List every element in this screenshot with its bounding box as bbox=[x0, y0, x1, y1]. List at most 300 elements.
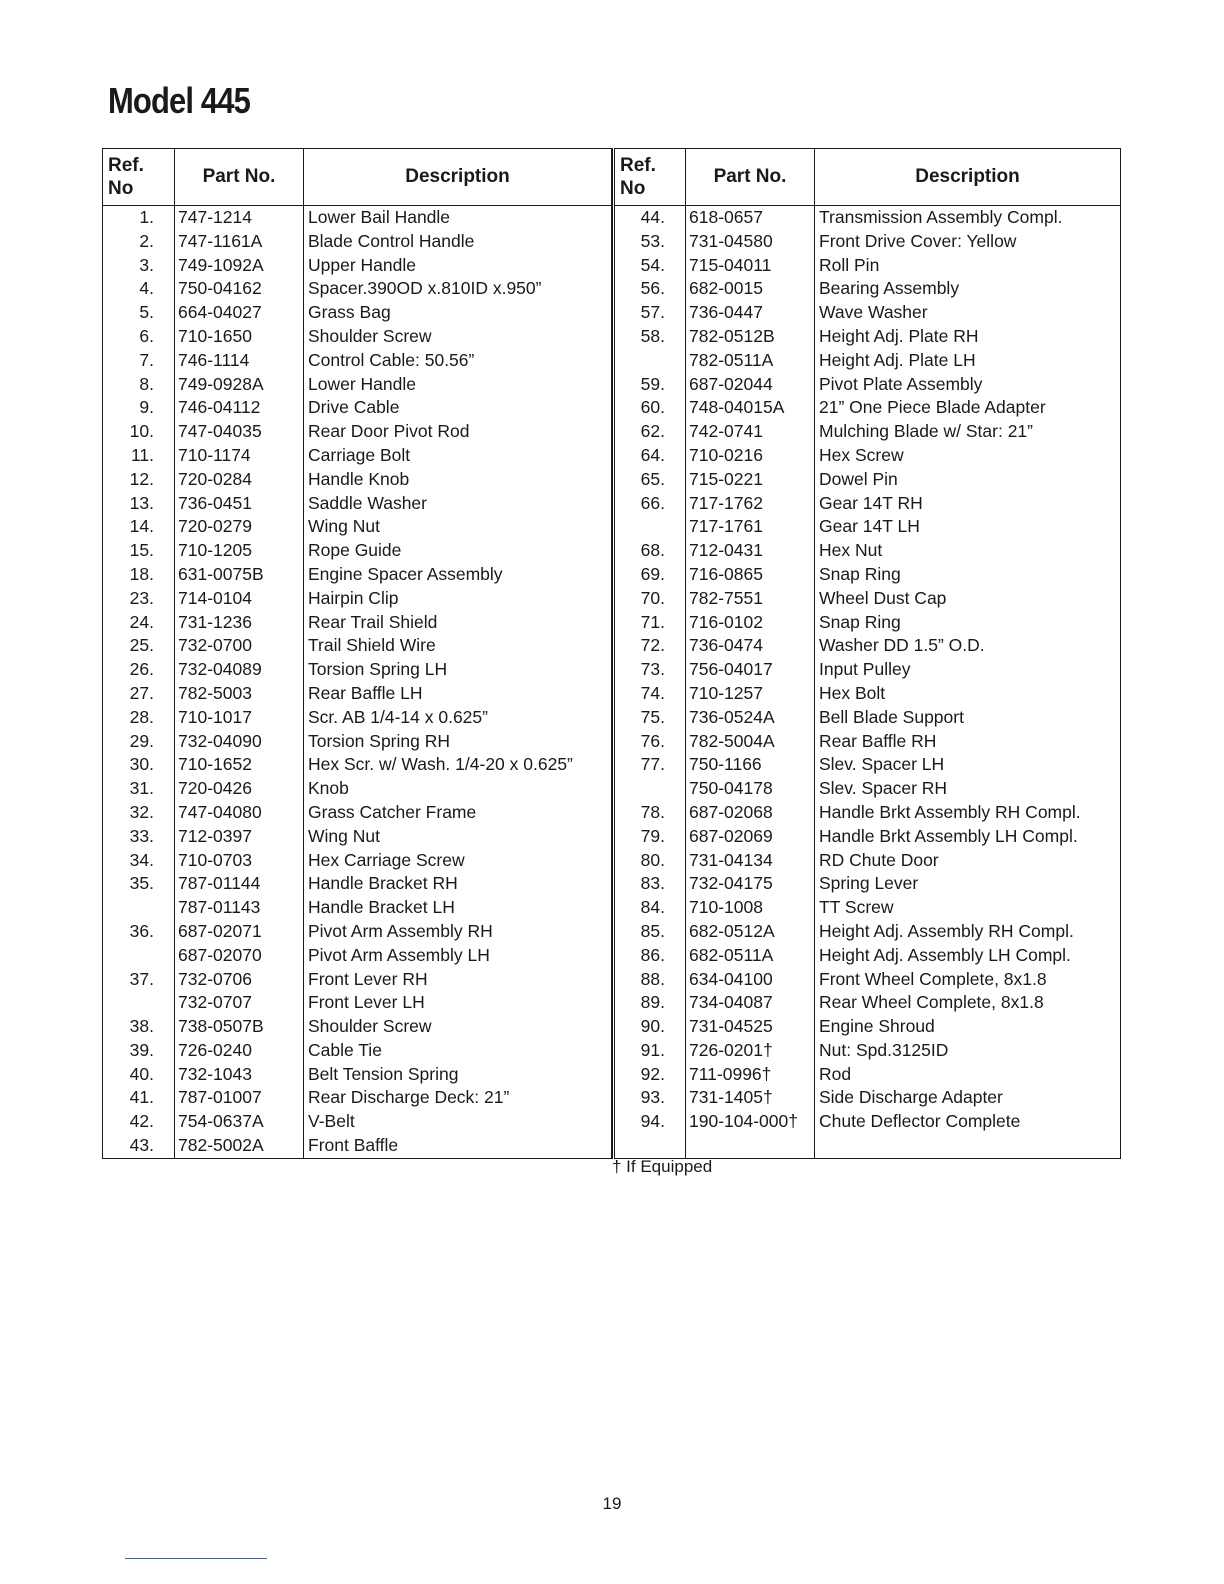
table-row bbox=[103, 753, 612, 777]
part-number-cell: 715-04011 bbox=[686, 254, 815, 278]
part-number-cell: 720-0426 bbox=[175, 777, 304, 801]
ref-cell: 85. bbox=[614, 920, 686, 944]
table-row bbox=[103, 563, 612, 587]
ref-cell: 68. bbox=[614, 539, 686, 563]
table-row bbox=[614, 468, 1121, 492]
part-number-cell: 736-0447 bbox=[686, 301, 815, 325]
part-number-cell bbox=[686, 1134, 815, 1158]
table-row bbox=[103, 206, 612, 230]
part-number-cell: 746-1114 bbox=[175, 349, 304, 373]
bottom-rule bbox=[125, 1558, 267, 1559]
table-row bbox=[614, 1134, 1121, 1158]
table-row bbox=[103, 968, 612, 992]
table-row bbox=[614, 515, 1121, 539]
table-row bbox=[103, 777, 612, 801]
ref-cell: 83. bbox=[614, 872, 686, 896]
part-number-cell: 710-1017 bbox=[175, 706, 304, 730]
part-number-cell: 682-0512A bbox=[686, 920, 815, 944]
description-column-header: Description bbox=[304, 149, 612, 206]
part-number-cell: 782-7551 bbox=[686, 587, 815, 611]
table-row bbox=[103, 730, 612, 754]
ref-cell: 53. bbox=[614, 230, 686, 254]
part-number-cell: 682-0511A bbox=[686, 944, 815, 968]
ref-cell: 25. bbox=[103, 634, 175, 658]
description-cell: Pivot Arm Assembly RH bbox=[304, 920, 612, 944]
table-row bbox=[103, 1110, 612, 1134]
description-cell: Carriage Bolt bbox=[304, 444, 612, 468]
description-cell: Rear Wheel Complete, 8x1.8 bbox=[815, 991, 1121, 1015]
description-cell: Handle Bracket LH bbox=[304, 896, 612, 920]
part-column-header: Part No. bbox=[175, 149, 304, 206]
ref-cell: 78. bbox=[614, 801, 686, 825]
part-number-cell: 631-0075B bbox=[175, 563, 304, 587]
table-row bbox=[614, 230, 1121, 254]
description-cell: Hairpin Clip bbox=[304, 587, 612, 611]
description-cell: Torsion Spring LH bbox=[304, 658, 612, 682]
part-number-cell: 750-04162 bbox=[175, 277, 304, 301]
part-number-cell: 618-0657 bbox=[686, 206, 815, 230]
ref-cell: 92. bbox=[614, 1063, 686, 1087]
part-number-cell: 787-01007 bbox=[175, 1086, 304, 1110]
description-cell: Snap Ring bbox=[815, 563, 1121, 587]
ref-cell: 94. bbox=[614, 1110, 686, 1134]
ref-cell: 39. bbox=[103, 1039, 175, 1063]
description-cell: Grass Catcher Frame bbox=[304, 801, 612, 825]
description-cell: Blade Control Handle bbox=[304, 230, 612, 254]
ref-cell: 64. bbox=[614, 444, 686, 468]
table-row bbox=[103, 420, 612, 444]
ref-cell: 43. bbox=[103, 1134, 175, 1158]
ref-cell: 54. bbox=[614, 254, 686, 278]
description-cell: Transmission Assembly Compl. bbox=[815, 206, 1121, 230]
description-cell: Gear 14T LH bbox=[815, 515, 1121, 539]
description-cell: Bearing Assembly bbox=[815, 277, 1121, 301]
ref-cell: 79. bbox=[614, 825, 686, 849]
ref-cell bbox=[614, 777, 686, 801]
ref-cell: 91. bbox=[614, 1039, 686, 1063]
description-cell: Front Lever LH bbox=[304, 991, 612, 1015]
description-cell: Mulching Blade w/ Star: 21” bbox=[815, 420, 1121, 444]
description-cell: Handle Bracket RH bbox=[304, 872, 612, 896]
part-number-cell: 710-1652 bbox=[175, 753, 304, 777]
description-cell: Side Discharge Adapter bbox=[815, 1086, 1121, 1110]
table-row bbox=[103, 1134, 612, 1158]
ref-cell: 75. bbox=[614, 706, 686, 730]
ref-cell: 37. bbox=[103, 968, 175, 992]
description-cell: Spring Lever bbox=[815, 872, 1121, 896]
part-number-cell: 734-04087 bbox=[686, 991, 815, 1015]
part-number-cell: 717-1761 bbox=[686, 515, 815, 539]
table-row bbox=[614, 777, 1121, 801]
ref-cell: 35. bbox=[103, 872, 175, 896]
description-cell: Hex Screw bbox=[815, 444, 1121, 468]
table-header-row bbox=[103, 149, 612, 206]
ref-cell: 9. bbox=[103, 396, 175, 420]
ref-cell: 59. bbox=[614, 373, 686, 397]
ref-cell: 4. bbox=[103, 277, 175, 301]
table-row bbox=[103, 468, 612, 492]
part-number-cell: 750-1166 bbox=[686, 753, 815, 777]
description-cell: Chute Deflector Complete bbox=[815, 1110, 1121, 1134]
ref-cell: 1. bbox=[103, 206, 175, 230]
table-row bbox=[614, 539, 1121, 563]
table-row bbox=[614, 1039, 1121, 1063]
table-row bbox=[614, 301, 1121, 325]
part-number-cell: 736-0524A bbox=[686, 706, 815, 730]
ref-cell: 3. bbox=[103, 254, 175, 278]
description-cell: Height Adj. Plate LH bbox=[815, 349, 1121, 373]
part-number-cell: 782-0511A bbox=[686, 349, 815, 373]
part-number-cell: 748-04015A bbox=[686, 396, 815, 420]
table-row bbox=[614, 277, 1121, 301]
part-number-cell: 746-04112 bbox=[175, 396, 304, 420]
table-header-row bbox=[614, 149, 1121, 206]
description-cell: Scr. AB 1/4-14 x 0.625” bbox=[304, 706, 612, 730]
description-cell bbox=[815, 1134, 1121, 1158]
table-row bbox=[103, 373, 612, 397]
footnote: † If Equipped bbox=[612, 1157, 713, 1176]
part-number-cell: 782-5002A bbox=[175, 1134, 304, 1158]
table-row bbox=[614, 420, 1121, 444]
description-cell: Wheel Dust Cap bbox=[815, 587, 1121, 611]
ref-cell: 28. bbox=[103, 706, 175, 730]
description-cell: Hex Scr. w/ Wash. 1/4-20 x 0.625” bbox=[304, 753, 612, 777]
ref-cell: 71. bbox=[614, 611, 686, 635]
part-number-cell: 749-1092A bbox=[175, 254, 304, 278]
ref-cell: 84. bbox=[614, 896, 686, 920]
description-cell: Washer DD 1.5” O.D. bbox=[815, 634, 1121, 658]
table-row bbox=[103, 277, 612, 301]
part-number-cell: 787-01144 bbox=[175, 872, 304, 896]
description-cell: Slev. Spacer LH bbox=[815, 753, 1121, 777]
ref-cell: 7. bbox=[103, 349, 175, 373]
ref-cell: 65. bbox=[614, 468, 686, 492]
ref-cell: 18. bbox=[103, 563, 175, 587]
description-cell: Wing Nut bbox=[304, 825, 612, 849]
ref-cell: 14. bbox=[103, 515, 175, 539]
part-number-cell: 749-0928A bbox=[175, 373, 304, 397]
ref-cell: 72. bbox=[614, 634, 686, 658]
ref-cell: 60. bbox=[614, 396, 686, 420]
description-cell: Pivot Arm Assembly LH bbox=[304, 944, 612, 968]
description-cell: Front Wheel Complete, 8x1.8 bbox=[815, 968, 1121, 992]
description-cell: TT Screw bbox=[815, 896, 1121, 920]
part-number-cell: 682-0015 bbox=[686, 277, 815, 301]
table-row bbox=[614, 1063, 1121, 1087]
description-cell: Rear Baffle RH bbox=[815, 730, 1121, 754]
part-number-cell: 710-0216 bbox=[686, 444, 815, 468]
description-cell: Drive Cable bbox=[304, 396, 612, 420]
description-cell: Belt Tension Spring bbox=[304, 1063, 612, 1087]
table-row bbox=[614, 444, 1121, 468]
ref-cell: 13. bbox=[103, 492, 175, 516]
description-cell: Shoulder Screw bbox=[304, 1015, 612, 1039]
page-title: Model 445 bbox=[108, 80, 250, 121]
description-cell: Rear Baffle LH bbox=[304, 682, 612, 706]
table-row bbox=[103, 896, 612, 920]
description-cell: Rear Discharge Deck: 21” bbox=[304, 1086, 612, 1110]
description-cell: Roll Pin bbox=[815, 254, 1121, 278]
description-cell: V-Belt bbox=[304, 1110, 612, 1134]
part-number-cell: 731-1405† bbox=[686, 1086, 815, 1110]
description-cell: Saddle Washer bbox=[304, 492, 612, 516]
table-row bbox=[103, 658, 612, 682]
page-number: 19 bbox=[602, 1494, 622, 1513]
part-number-cell: 717-1762 bbox=[686, 492, 815, 516]
ref-cell: 89. bbox=[614, 991, 686, 1015]
ref-cell bbox=[614, 1134, 686, 1158]
part-number-cell: 731-04525 bbox=[686, 1015, 815, 1039]
ref-cell: 74. bbox=[614, 682, 686, 706]
table-row bbox=[614, 349, 1121, 373]
table-row bbox=[614, 920, 1121, 944]
table-row bbox=[614, 373, 1121, 397]
description-cell: Height Adj. Assembly RH Compl. bbox=[815, 920, 1121, 944]
table-row bbox=[614, 325, 1121, 349]
part-number-cell: 715-0221 bbox=[686, 468, 815, 492]
description-cell: Hex Carriage Screw bbox=[304, 849, 612, 873]
table-row bbox=[103, 634, 612, 658]
ref-cell: 27. bbox=[103, 682, 175, 706]
ref-cell: 6. bbox=[103, 325, 175, 349]
part-number-cell: 747-1161A bbox=[175, 230, 304, 254]
description-cell: Gear 14T RH bbox=[815, 492, 1121, 516]
part-number-cell: 711-0996† bbox=[686, 1063, 815, 1087]
table-row bbox=[103, 325, 612, 349]
table-row bbox=[103, 230, 612, 254]
table-row bbox=[614, 849, 1121, 873]
parts-table-left bbox=[102, 148, 612, 1159]
table-row bbox=[614, 206, 1121, 230]
description-cell: Front Lever RH bbox=[304, 968, 612, 992]
description-cell: Snap Ring bbox=[815, 611, 1121, 635]
part-column-header: Part No. bbox=[686, 149, 815, 206]
table-row bbox=[103, 1086, 612, 1110]
table-row bbox=[103, 492, 612, 516]
part-number-cell: 687-02069 bbox=[686, 825, 815, 849]
table-row bbox=[614, 658, 1121, 682]
ref-cell: 29. bbox=[103, 730, 175, 754]
table-row bbox=[103, 920, 612, 944]
ref-column-header: Ref. No bbox=[614, 149, 686, 206]
ref-cell: 15. bbox=[103, 539, 175, 563]
table-row bbox=[614, 944, 1121, 968]
parts-list bbox=[102, 148, 1121, 1159]
table-row bbox=[103, 1015, 612, 1039]
ref-cell bbox=[103, 944, 175, 968]
description-cell: Height Adj. Assembly LH Compl. bbox=[815, 944, 1121, 968]
part-number-cell: 732-04090 bbox=[175, 730, 304, 754]
ref-cell: 26. bbox=[103, 658, 175, 682]
ref-cell: 40. bbox=[103, 1063, 175, 1087]
part-number-cell: 687-02044 bbox=[686, 373, 815, 397]
table-row bbox=[614, 825, 1121, 849]
part-number-cell: 732-04175 bbox=[686, 872, 815, 896]
table-row bbox=[614, 706, 1121, 730]
description-cell: Rope Guide bbox=[304, 539, 612, 563]
description-cell: Hex Bolt bbox=[815, 682, 1121, 706]
part-number-cell: 732-0700 bbox=[175, 634, 304, 658]
part-number-cell: 754-0637A bbox=[175, 1110, 304, 1134]
part-number-cell: 756-04017 bbox=[686, 658, 815, 682]
description-cell: RD Chute Door bbox=[815, 849, 1121, 873]
part-number-cell: 732-04089 bbox=[175, 658, 304, 682]
table-row bbox=[103, 872, 612, 896]
description-cell: Hex Nut bbox=[815, 539, 1121, 563]
ref-cell bbox=[103, 991, 175, 1015]
ref-cell: 24. bbox=[103, 611, 175, 635]
description-cell: Engine Shroud bbox=[815, 1015, 1121, 1039]
ref-cell: 76. bbox=[614, 730, 686, 754]
part-number-cell: 190-104-000† bbox=[686, 1110, 815, 1134]
ref-cell: 41. bbox=[103, 1086, 175, 1110]
part-number-cell: 787-01143 bbox=[175, 896, 304, 920]
description-cell: Input Pulley bbox=[815, 658, 1121, 682]
ref-cell: 56. bbox=[614, 277, 686, 301]
part-number-cell: 720-0279 bbox=[175, 515, 304, 539]
description-cell: Rear Trail Shield bbox=[304, 611, 612, 635]
description-cell: Knob bbox=[304, 777, 612, 801]
description-cell: Upper Handle bbox=[304, 254, 612, 278]
description-cell: 21” One Piece Blade Adapter bbox=[815, 396, 1121, 420]
part-number-cell: 687-02068 bbox=[686, 801, 815, 825]
part-number-cell: 731-04134 bbox=[686, 849, 815, 873]
table-row bbox=[103, 349, 612, 373]
description-cell: Front Baffle bbox=[304, 1134, 612, 1158]
ref-cell: 57. bbox=[614, 301, 686, 325]
part-number-cell: 736-0474 bbox=[686, 634, 815, 658]
ref-cell: 70. bbox=[614, 587, 686, 611]
description-cell: Engine Spacer Assembly bbox=[304, 563, 612, 587]
description-cell: Wave Washer bbox=[815, 301, 1121, 325]
ref-cell bbox=[614, 349, 686, 373]
ref-cell: 69. bbox=[614, 563, 686, 587]
ref-cell: 80. bbox=[614, 849, 686, 873]
table-row bbox=[103, 611, 612, 635]
part-number-cell: 726-0201† bbox=[686, 1039, 815, 1063]
description-cell: Dowel Pin bbox=[815, 468, 1121, 492]
description-cell: Handle Brkt Assembly RH Compl. bbox=[815, 801, 1121, 825]
part-number-cell: 782-0512B bbox=[686, 325, 815, 349]
ref-cell: 93. bbox=[614, 1086, 686, 1110]
ref-cell: 58. bbox=[614, 325, 686, 349]
description-cell: Handle Brkt Assembly LH Compl. bbox=[815, 825, 1121, 849]
table-row bbox=[103, 444, 612, 468]
table-row bbox=[614, 563, 1121, 587]
ref-cell: 66. bbox=[614, 492, 686, 516]
table-row bbox=[103, 254, 612, 278]
ref-cell: 90. bbox=[614, 1015, 686, 1039]
description-cell: Front Drive Cover: Yellow bbox=[815, 230, 1121, 254]
table-row bbox=[103, 539, 612, 563]
parts-table-left-body bbox=[103, 206, 612, 1159]
ref-column-header: Ref. No bbox=[103, 149, 175, 206]
ref-cell: 86. bbox=[614, 944, 686, 968]
part-number-cell: 720-0284 bbox=[175, 468, 304, 492]
table-row bbox=[614, 1015, 1121, 1039]
ref-cell: 36. bbox=[103, 920, 175, 944]
description-cell: Height Adj. Plate RH bbox=[815, 325, 1121, 349]
table-row bbox=[103, 801, 612, 825]
part-number-cell: 738-0507B bbox=[175, 1015, 304, 1039]
part-number-cell: 731-04580 bbox=[686, 230, 815, 254]
table-row bbox=[614, 968, 1121, 992]
description-cell: Shoulder Screw bbox=[304, 325, 612, 349]
ref-cell: 77. bbox=[614, 753, 686, 777]
ref-cell: 5. bbox=[103, 301, 175, 325]
parts-table-right-body bbox=[614, 206, 1121, 1159]
table-row bbox=[614, 1086, 1121, 1110]
ref-cell bbox=[103, 896, 175, 920]
table-row bbox=[103, 587, 612, 611]
ref-cell: 8. bbox=[103, 373, 175, 397]
table-row bbox=[103, 396, 612, 420]
part-number-cell: 712-0397 bbox=[175, 825, 304, 849]
part-number-cell: 782-5004A bbox=[686, 730, 815, 754]
ref-cell: 42. bbox=[103, 1110, 175, 1134]
part-number-cell: 747-1214 bbox=[175, 206, 304, 230]
table-row bbox=[103, 944, 612, 968]
part-number-cell: 710-1650 bbox=[175, 325, 304, 349]
table-row bbox=[614, 254, 1121, 278]
description-cell: Pivot Plate Assembly bbox=[815, 373, 1121, 397]
description-cell: Slev. Spacer RH bbox=[815, 777, 1121, 801]
part-number-cell: 747-04080 bbox=[175, 801, 304, 825]
ref-cell: 12. bbox=[103, 468, 175, 492]
part-number-cell: 750-04178 bbox=[686, 777, 815, 801]
part-number-cell: 742-0741 bbox=[686, 420, 815, 444]
table-row bbox=[614, 611, 1121, 635]
part-number-cell: 716-0102 bbox=[686, 611, 815, 635]
description-cell: Nut: Spd.3125ID bbox=[815, 1039, 1121, 1063]
description-cell: Lower Bail Handle bbox=[304, 206, 612, 230]
description-cell: Trail Shield Wire bbox=[304, 634, 612, 658]
table-row bbox=[614, 396, 1121, 420]
ref-cell: 62. bbox=[614, 420, 686, 444]
ref-cell: 32. bbox=[103, 801, 175, 825]
ref-cell: 34. bbox=[103, 849, 175, 873]
part-number-cell: 687-02070 bbox=[175, 944, 304, 968]
ref-cell: 2. bbox=[103, 230, 175, 254]
part-number-cell: 716-0865 bbox=[686, 563, 815, 587]
description-cell: Grass Bag bbox=[304, 301, 612, 325]
table-row bbox=[614, 1110, 1121, 1134]
ref-cell: 30. bbox=[103, 753, 175, 777]
part-number-cell: 710-1008 bbox=[686, 896, 815, 920]
description-cell: Spacer.390OD x.810ID x.950” bbox=[304, 277, 612, 301]
part-number-cell: 710-1257 bbox=[686, 682, 815, 706]
table-row bbox=[614, 753, 1121, 777]
description-cell: Torsion Spring RH bbox=[304, 730, 612, 754]
ref-cell: 10. bbox=[103, 420, 175, 444]
table-row bbox=[103, 706, 612, 730]
part-number-cell: 782-5003 bbox=[175, 682, 304, 706]
ref-cell: 33. bbox=[103, 825, 175, 849]
part-number-cell: 747-04035 bbox=[175, 420, 304, 444]
ref-cell: 38. bbox=[103, 1015, 175, 1039]
table-row bbox=[103, 682, 612, 706]
table-row bbox=[614, 872, 1121, 896]
part-number-cell: 710-1205 bbox=[175, 539, 304, 563]
table-row bbox=[614, 801, 1121, 825]
part-number-cell: 687-02071 bbox=[175, 920, 304, 944]
part-number-cell: 664-04027 bbox=[175, 301, 304, 325]
table-row bbox=[103, 515, 612, 539]
part-number-cell: 726-0240 bbox=[175, 1039, 304, 1063]
table-row bbox=[103, 301, 612, 325]
description-cell: Rear Door Pivot Rod bbox=[304, 420, 612, 444]
table-row bbox=[614, 634, 1121, 658]
